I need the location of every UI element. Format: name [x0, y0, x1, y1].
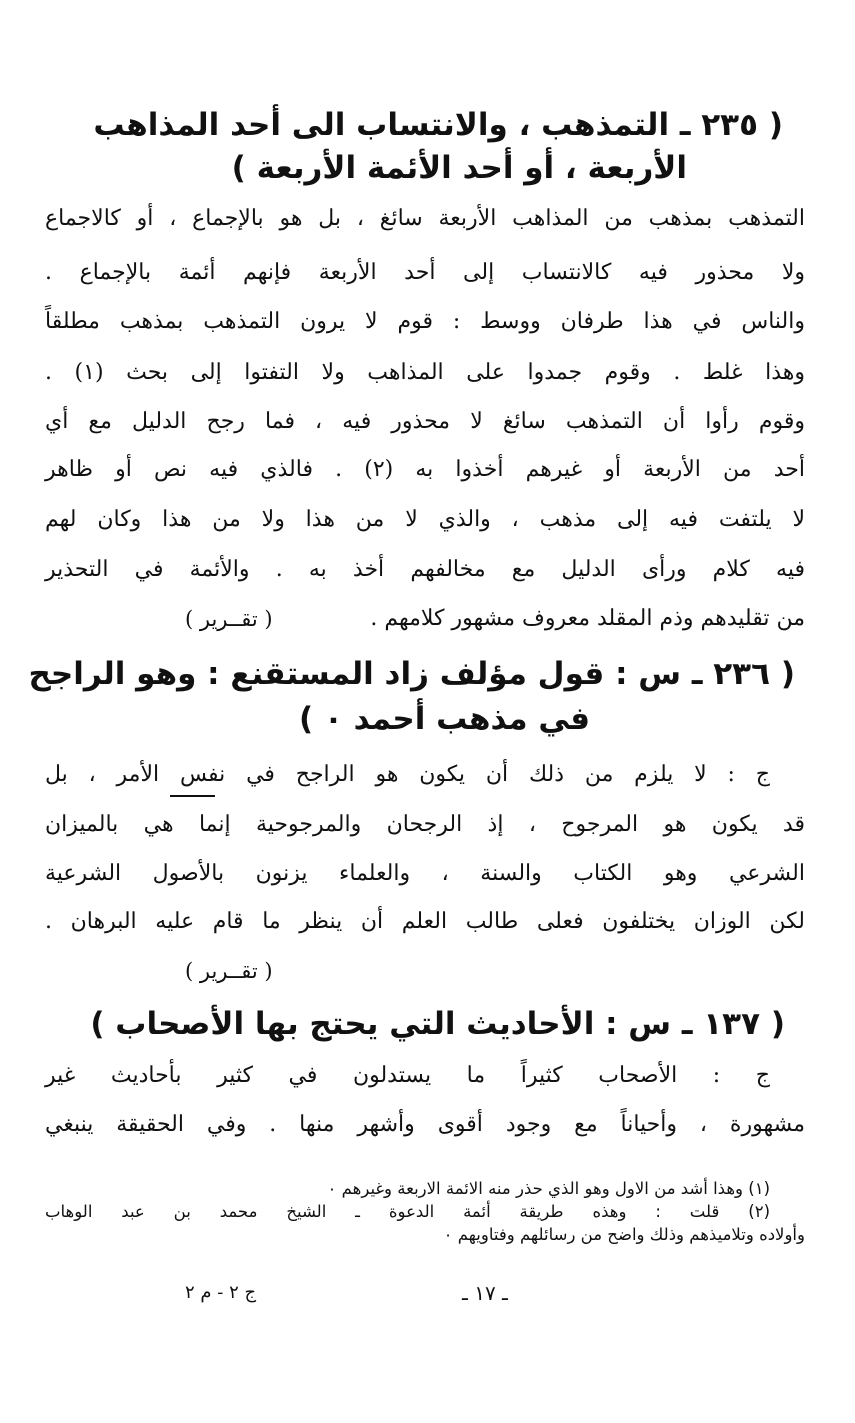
footnote-1: (١) وهذا أشد من الاول وهو الذي حذر منه الائمة الاربعة وغيرهم ٠ — [327, 1179, 770, 1198]
signature-mark: ج ٢ - م ٢ — [185, 1282, 257, 1303]
section-235-title-line2: الأربعة ، أو أحد الأئمة الأربعة ) — [231, 150, 687, 186]
section-235-line: فيه كلام ورأى الدليل مع مخالفهم أخذ به . والأئمة في التحذير — [45, 557, 805, 582]
footnote-2: (٢) قلت : وهذه طريقة أئمة الدعوة ـ الشيخ محمد بن عبد الوهاب — [45, 1202, 770, 1221]
section-236-line: لكن الوزان يختلفون فعلى طالب العلم أن ينظر ما قام عليه البرهان . — [45, 909, 805, 934]
section-236-tag: ( تقــرير ) — [185, 959, 273, 983]
underline-mark — [170, 795, 215, 797]
page-number: ـ ١٧ ـ — [462, 1281, 508, 1305]
section-235-title-line1: ( ٢٣٥ ـ التمذهب ، والانتساب الى أحد المذاهب — [93, 107, 783, 143]
section-236-title-line2: في مذهب أحمد ٠ ) — [299, 701, 590, 737]
section-235-line: والناس في هذا طرفان ووسط : قوم لا يرون التمذهب بمذهب مطلقاً — [45, 309, 805, 334]
section-235-line: ولا محذور فيه كالانتساب إلى أحد الأربعة فإنهم أئمة بالإجماع . — [45, 260, 805, 285]
section-236-title-line1: ( ٢٣٦ ـ س : قول مؤلف زاد المستقنع : وهو الراجح — [28, 656, 795, 692]
section-237-title: ( ١٣٧ ـ س : الأحاديث التي يحتج بها الأصحاب ) — [90, 1006, 785, 1042]
section-235-line: التمذهب بمذهب من المذاهب الأربعة سائغ ، بل هو بالإجماع ، أو كالاجماع — [45, 206, 805, 231]
section-235-line: لا يلتفت فيه إلى مذهب ، والذي لا من هذا ولا من هذا وكان لهم — [45, 507, 805, 532]
section-235-line: وقوم رأوا أن التمذهب سائغ لا محذور فيه ، فما رجح الدليل مع أي — [45, 409, 805, 434]
section-235-line: وهذا غلط . وقوم جمدوا على المذاهب ولا التفتوا إلى بحث (١) . — [45, 360, 805, 385]
section-235-tag: ( تقــرير ) — [185, 607, 273, 631]
section-236-line: قد يكون هو المرجوح ، إذ الرجحان والمرجوحية إنما هي بالميزان — [45, 812, 805, 837]
section-236-line: الشرعي وهو الكتاب والسنة ، والعلماء يزنون بالأصول الشرعية — [45, 861, 805, 886]
section-237-line: مشهورة ، وأحياناً مع وجود أقوى وأشهر منها . وفي الحقيقة ينبغي — [45, 1112, 805, 1137]
section-237-line: ج : الأصحاب كثيراً ما يستدلون في كثير بأحاديث غير — [45, 1063, 770, 1088]
section-235-line: من تقليدهم وذم المقلد معروف مشهور كلامهم . — [370, 606, 805, 631]
section-235-line: أحد من الأربعة أو غيرهم أخذوا به (٢) . فالذي فيه نص أو ظاهر — [45, 457, 805, 482]
section-236-line: ج : لا يلزم من ذلك أن يكون هو الراجح في نفس الأمر ، بل — [45, 762, 770, 787]
footnote-2-continued: وأولاده وتلاميذهم وذلك واضح من رسائلهم وفتاويهم ٠ — [443, 1225, 805, 1244]
